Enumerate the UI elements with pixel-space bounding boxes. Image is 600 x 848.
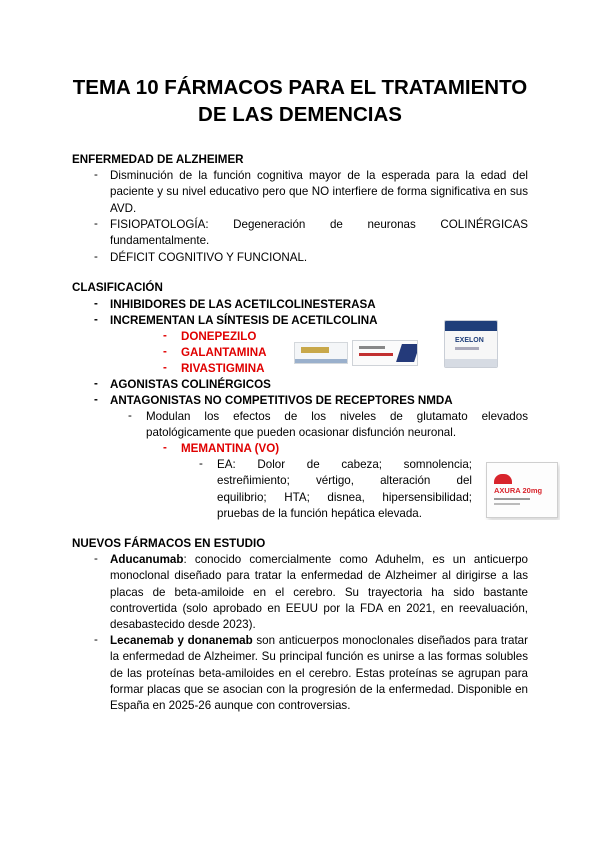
section-heading-alzheimer: ENFERMEDAD DE ALZHEIMER [72, 153, 244, 166]
class-inhibidores: INHIBIDORES DE LAS ACETILCOLINESTERASA [110, 298, 376, 311]
class-agonistas: AGONISTAS COLINÉRGICOS [110, 378, 271, 391]
axura-package-image: AXURA 20mg [484, 458, 560, 520]
drug-memantina: MEMANTINA (VO) [181, 442, 280, 455]
section-heading-nuevos: NUEVOS FÁRMACOS EN ESTUDIO [72, 537, 266, 550]
bullet: - [94, 633, 98, 646]
memantina-adverse-effects: EA: Dolor de cabeza; somnolencia; estreñimiento; vértigo, alteración del equilibrio; HTA; disnea, hipersensibilidad; pruebas de la función hepática elevada. [217, 458, 472, 520]
bullet: - [94, 250, 98, 263]
alzheimer-item-fisiopatologia: FISIOPATOLOGÍA: Degeneración de neuronas COLINÉRGICAS fundamentalmente. [110, 218, 528, 248]
exelon-package-image: EXELON [444, 320, 498, 368]
section-heading-clasificacion: CLASIFICACIÓN [72, 281, 163, 294]
class-incrementan: INCREMENTAN LA SÍNTESIS DE ACETILCOLINA [110, 314, 378, 327]
nuevos-item-lecanemab: Lecanemab y donanemab son anticuerpos monoclonales diseñados para tratar la enfermedad de Alzheimer. Su principal función es unirse a las formas solubles de las proteínas beta-amiloides en el cerebro. Estas proteínas se agrupan para formar placas que se asocian con la progresión de la enfermedad. Disponible en España en 2025-26 aunque con controversias. [110, 634, 528, 713]
bullet: - [128, 409, 132, 422]
aricept-package-image [294, 342, 348, 364]
antagonistas-description: Modulan los efectos de los niveles de glutamato elevados patológicamente que pueden ocasionar disfunción neuronal. [146, 410, 528, 440]
bullet: - [94, 168, 98, 181]
alzheimer-item-definition: Disminución de la función cognitiva mayor de la esperada para la edad del paciente y su nivel educativo pero que NO interfiere de forma significativa en sus AVD. [110, 169, 528, 215]
bullet: - [163, 441, 167, 454]
galantamina-package-image [352, 340, 418, 366]
alzheimer-item-deficit: DÉFICIT COGNITIVO Y FUNCIONAL. [110, 251, 308, 264]
bullet: - [94, 297, 98, 310]
class-antagonistas: ANTAGONISTAS NO COMPETITIVOS DE RECEPTORES NMDA [110, 394, 453, 407]
bullet: - [94, 377, 98, 390]
drug-donepezilo: DONEPEZILO [181, 330, 257, 343]
bullet: - [94, 552, 98, 565]
bullet: - [94, 313, 98, 326]
drug-rivastigmina: RIVASTIGMINA [181, 362, 265, 375]
page-title: TEMA 10 FÁRMACOS PARA EL TRATAMIENTO DE LAS DEMENCIAS [72, 76, 528, 126]
bullet: - [94, 393, 98, 406]
nuevos-item-aducanumab: Aducanumab: conocido comercialmente como Aduhelm, es un anticuerpo monoclonal diseñado para tratar la enfermedad de Alzheimer al dirigirse a las placas de beta-amiloide en el cerebro. Su trayectoria ha sido bastante controvertida (solo aprobado en EEUU por la FDA en 2021, en reevaluación, desabastecido desde 2023). [110, 553, 528, 632]
bullet: - [199, 457, 203, 470]
bullet: - [163, 329, 167, 342]
bullet: - [163, 361, 167, 374]
drug-galantamina: GALANTAMINA [181, 346, 267, 359]
bullet: - [94, 217, 98, 230]
bullet: - [163, 345, 167, 358]
